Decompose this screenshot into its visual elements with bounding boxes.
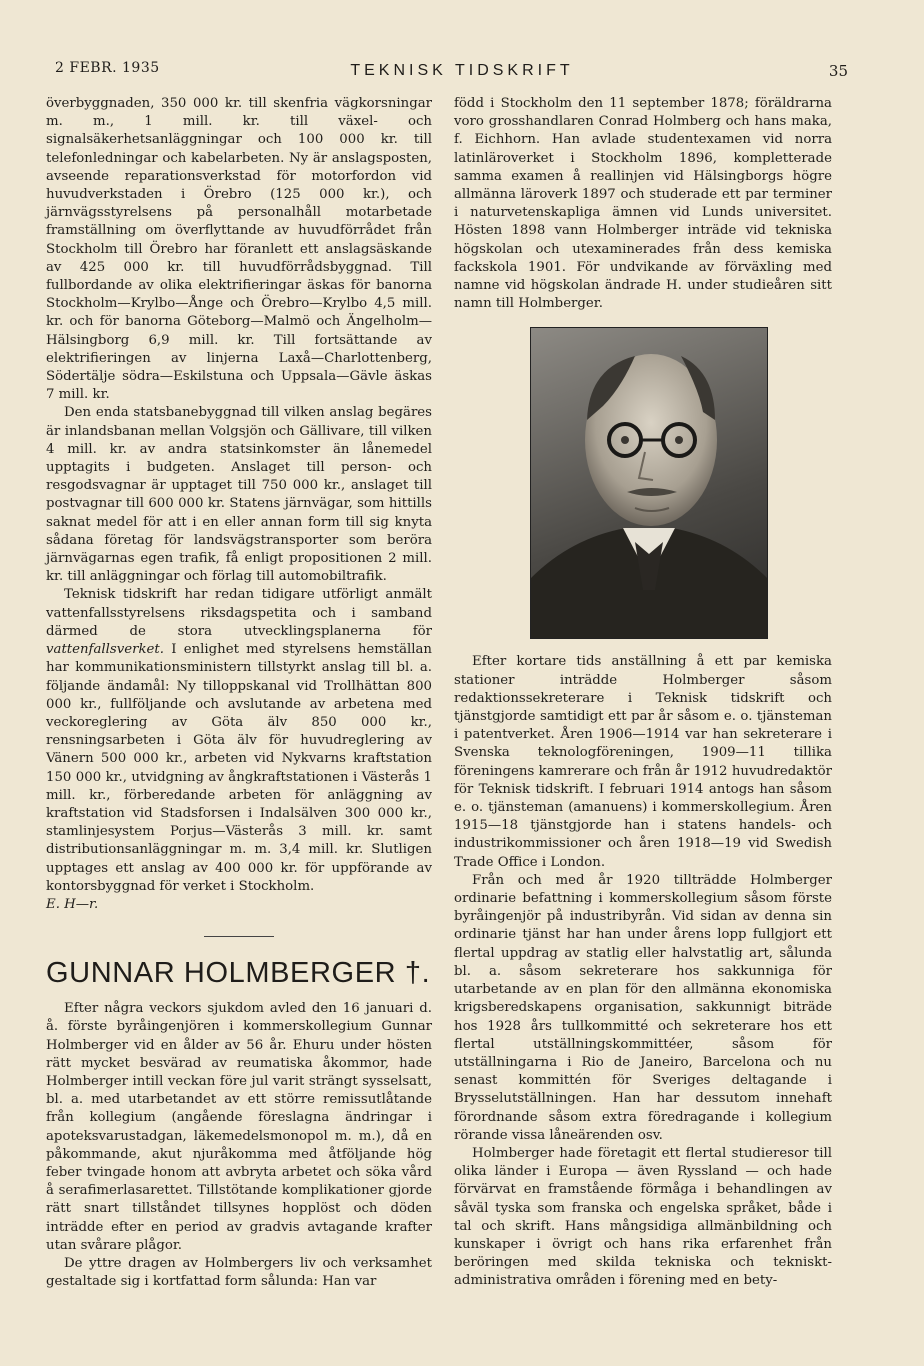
- right-column: [454, 95, 832, 1291]
- vattenfall-text-after: I enlighet med styrelsens hemställan har kommunikationsministern tillstyrkt anslag till bl. a. följande ändamål: Ny tilloppskanal vid Trollhättan 800 000 kr., fullföljande och avslutande av arbetena med veckoreglering av Göta älv 850 000 kr., rensningsarbeten i Göta älv för huvudreglering av Vänern 500 000 kr., arbeten vid Nykvarns kraftstation 150 000 kr., utvidgning av ångkraftstationen i Västerås 1 mill. kr., förberedande arbeten för anläggning av kraftstation vid Stadsforsen i Indalsälven 300 000 kr., stamlinjesystem Porjus—Västerås 3 mill. kr. samt distributionsanläggningar m. m. 3,4 mill. kr. Slutligen upptages ett anslag av 400 000 kr. för uppförande av kontorsbyggnad för verket i Stockholm.: [46, 642, 432, 894]
- paragraph-budget-continued: överbyggnaden, 350 000 kr. till skenfria vägkorsningar m. m., 1 mill. kr. till växel- och signalsäkerhetsanläggningar och 100 000 kr. till telefonledningar och kabelarbeten. Ny är anslagsposten, avseende reparationsverkstad för motorfordon vid huvudverkstaden i Örebro (125 000 kr.), och järnvägsstyrelsens på personalhåll motarbetade framställning om överflyttande av huvudförrådet från Stockholm till Örebro har föranlett ett anslagsäskande av 425 000 kr. till huvudförrådsbyggnad. Till fullbordande av olika elektrifieringar äskas för banorna Stockholm—Krylbo—Ånge och Örebro—Krylbo 4,5 mill. kr. och för banorna Göteborg—Malmö och Ängelholm—Hälsingborg 6,9 mill. kr. Till fortsättande av elektrifieringen av linjerna Laxå—Charlottenberg, Södertälje södra—Eskilstuna och Uppsala—Gävle äskas 7 mill. kr.: [46, 96, 432, 403]
- obituary-paragraph: De yttre dragen av Holmbergers liv och verksamhet gestaltade sig i kortfattad form sålunda: Han var: [46, 1255, 432, 1290]
- career-paragraph: Holmberger hade företagit ett flertal studieresor till olika länder i Europa — även Ryssland — och hade förvärvat en framstående förmåga i behandlingen av såväl tyska som franska och engelska språket, både i tal och skrift. Hans mångsidiga allmänbildning och kunskaper i övrigt och hans rika erfarenhet från beröringen med skilda tekniska och tekniskt-administrativa områden i förening med en bety-: [454, 1145, 832, 1289]
- issue-date: 2 FEBR. 1935: [55, 60, 160, 76]
- journal-name: TEKNISK TIDSKRIFT: [350, 62, 574, 79]
- paragraph-vattenfall: [46, 586, 432, 895]
- page-number: 35: [828, 62, 848, 80]
- career-paragraph: Från och med år 1920 tillträdde Holmberger ordinarie befattning i kommerskollegium såsom förste byråingenjör på industribyrån. Vid sidan av denna sin ordinarie tjänst har han under årens lopp fullgjort ett flertal uppdrag av statlig eller halvstatlig art, sålunda bl. a. såsom sekreterare hos sakkunniga för utarbetande av en plan för den allmänna ekonomiska krigsberedskapens organisation, sakkunnigt biträde hos 1928 års tullkommitté och sekreterare hos ett flertal utställningskommittéer, såsom för utställningarna i Rio de Janeiro, Barcelona och nu senast kommittén för Sveriges deltagande i Brysselutställningen. Han har dessutom innehaft förordnande såsom extra föredragande i kollegium rörande vissa låneärenden osv.: [454, 872, 832, 1143]
- career-paragraph: Efter kortare tids anställning å ett par kemiska stationer inträdde Holmberger såsom redaktionssekreterare i Teknisk tidskrift och tjänstgjorde samtidigt ett par år såsom e. o. tjänsteman i patentverket. Åren 1906—1914 var han sekreterare i Svenska teknologföreningen, 1909—11 tillika föreningens kamrerare och från år 1912 huvudredaktör för Teknisk tidskrift. I februari 1914 antogs han såsom e. o. tjänsteman (amanuens) i kommerskollegium. Åren 1915—18 tjänstgjorde han i statens handels- och industrikommissioner och åren 1918—19 vid Swedish Trade Office i London.: [454, 654, 832, 870]
- vattenfall-text-before: Teknisk tidskrift har redan tidigare utförligt anmält vattenfallsstyrelsens riksdagspetita och i samband därmed de stora utvecklingsplanerna för: [46, 587, 432, 639]
- portrait-illustration: [531, 328, 767, 638]
- portrait-photo: [530, 327, 768, 639]
- page-header: [0, 58, 924, 84]
- obituary-headline: GUNNAR HOLMBERGER †.: [46, 957, 431, 990]
- section-divider: [204, 936, 274, 937]
- biography-paragraph: född i Stockholm den 11 september 1878; föräldrarna voro grosshandlaren Conrad Holmberg och hans maka, f. Eichhorn. Han avlade studentexamen vid norra latinläroverket i Stockholm 1896, kompletterade samma examen å reallinjen vid Hälsingborgs högre allmänna läroverk 1897 och studerade ett par terminer i naturvetenskapliga ämnen vid Lunds universitet. Hösten 1898 vann Holmberger inträde vid tekniska högskolan och utexaminerades från dess kemiska fackskola 1901. För undvikande av förväxling med namne vid högskolan ändrade H. under studieåren sitt namn till Holmberger.: [454, 96, 832, 312]
- vattenfall-italic-term: vattenfallsverket.: [46, 642, 164, 658]
- author-signature: E. H—r.: [46, 896, 99, 912]
- obituary-paragraph: Efter några veckors sjukdom avled den 16 januari d. å. förste byråingenjören i kommerskollegium Gunnar Holmberger vid en ålder av 56 år. Ehuru under hösten rätt mycket besvärad av reumatiska åkommor, hade Holmberger intill veckan före jul varit strängt sysselsatt, bl. a. med utarbetandet av ett större remissutlåtande från kollegium (angående föreslagna ändringar i apoteksvarustadgan, läkemedelsmonopol m. m.), då en påkommande, akut njuråkomma med åtföljande hög feber tvingade honom att avbryta arbetet och söka vård å serafimerlasarettet. Tillstötande komplikationer gjorde rätt snart tillståndet tillsynes hopplöst och döden inträdde efter en period av gradvis avtagande krafter utan svårare plågor.: [46, 1001, 432, 1253]
- paragraph-statsbane: Den enda statsbanebyggnad till vilken anslag begäres är inlandsbanan mellan Volgsjön och Gällivare, till vilken 4 mill. kr. av andra statsinkomster än lånemedel upptagits i budgeten. Anslaget till person- och resgodsvagnar är upptaget till 750 000 kr., anslaget till postvagnar till 600 000 kr. Statens järnvägar, som hittills saknat medel för att i en eller annan form till sig knyta sådana företag för landsvägstransporter som beröra järnvägarnas egen trafik, få enligt propositionen 2 mill. kr. till anläggningar och förlag till automobiltrafik.: [46, 405, 432, 585]
- left-column: [46, 95, 432, 1291]
